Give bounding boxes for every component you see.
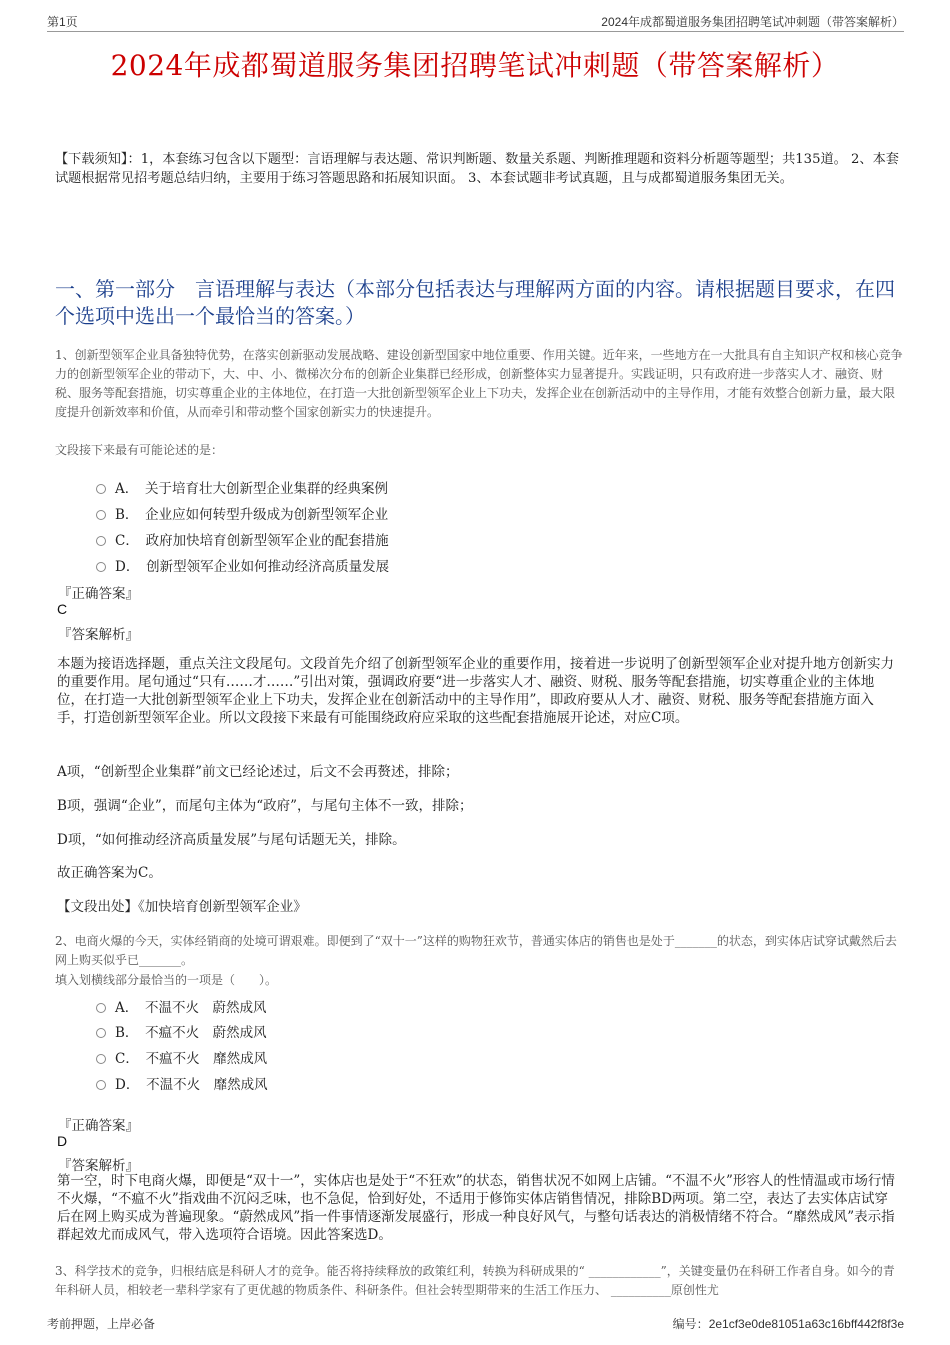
q1-analysis-label: 『答案解析』 [58,627,139,643]
q1-source: 【文段出处】《加快培育创新型领军企业》 [57,899,307,915]
radio-icon[interactable] [96,562,106,572]
radio-icon[interactable] [96,484,106,494]
option-key: B． [115,1025,132,1041]
q1-answer-label: 『正确答案』 [58,586,139,602]
question-2-text: 2、电商火爆的今天，实体经销商的处境可谓艰难。即便到了“双十一”这样的购物狂欢节，普通实体店的销售也是处于_______的状态，到实体店试穿试戴然后去网上购买似乎已_______。 [55,934,897,967]
option-text: 不温不火 蔚然成风 [145,1000,267,1016]
q1-option-b[interactable] [96,503,388,523]
option-key: C． [115,1051,133,1067]
q2-option-d[interactable] [96,1073,268,1093]
option-text: 政府加快培育创新型领军企业的配套措施 [145,533,389,549]
q1-option-d[interactable] [96,555,389,575]
option-text: 关于培育壮大创新型企业集群的经典案例 [145,481,388,497]
page-number: 第1页 [47,15,78,29]
question-1-text: 1、创新型领军企业具备独特优势，在落实创新驱动发展战略、建设创新型国家中地位重要、作用关键。近年来，一些地方在一大批具有自主知识产权和核心竞争力的创新型领军企业的带动下，大、中、小、微梯次分布的创新企业集群已经形成，创新整体实力显著提升。实践证明，只有政府进一步落实人才、融资、财税、服务等配套措施，切实尊重企业的主体地位，在打造一大批创新型领军企业上下功夫，发挥企业在创新活动中的主导作用，才能有效整合创新力量，最大限度提升创新效率和价值，从而牵引和带动整个国家创新实力的快速提升。 [55,348,903,419]
footer-doc-id-code: 2e1cf3e0de81051a63c16bff442f8f3e [708,1317,904,1331]
q2-analysis: 第一空，时下电商火爆，即便是“双十一”，实体店也是处于“不狂欢”的状态，销售状况不如网上店铺。“不温不火”形容人的性情温或市场行情不火爆，“不瘟不火”指戏曲不沉闷乏味，也不急促，恰到好处，不适用于修饰实体店销售情况，排除BD两项。第二空，表达了去实体店试穿后在网上购买成为普遍现象。“蔚然成风”指一件事情逐渐发展盛行，形成一种良好风气，与整句话表达的消极情绪不符合。“靡然成风”表示指群起效尤而成风气，带入选项符合语境。因此答案选D。 [57,1173,895,1243]
q2-option-b[interactable] [96,1021,267,1041]
section-heading: 一、第一部分 言语理解与表达（本部分包括表达与理解两方面的内容。请根据题目要求，在四个选项中选出一个最恰当的答案。） [55,277,895,328]
q2-answer: D [57,1133,68,1149]
q2-option-c[interactable] [96,1047,267,1067]
radio-icon[interactable] [96,1080,106,1090]
q1-answer: C [57,601,68,617]
header-doc-title: 2024年成都蜀道服务集团招聘笔试冲刺题（带答案解析） [601,15,904,29]
option-text: 不瘟不火 靡然成风 [145,1051,268,1067]
q1-analysis-main: 本题为接语选择题，重点关注文段尾句。文段首先介绍了创新型领军企业的重要作用，接着进一步说明了创新型领军企业对提升地方创新实力的重要作用。尾句通过“只有……才……”引出对策，强调政府要“进一步落实人才、融资、财税、服务等配套措施，切实尊重企业的主体地位，在打造一大批创新型领军企业上下功夫，发挥企业在创新活动中的主导作用”，即政府要从人才、融资、财税、服务等配套措施方面入手，打造创新型领军企业。所以文段接下来最有可能围绕政府应采取的这些配套措施展开论述，对应C项。 [57,656,894,726]
q1-analysis-d: D项，“如何推动经济高质量发展”与尾句话题无关，排除。 [57,832,406,848]
option-text: 不温不火 靡然成风 [146,1077,268,1093]
radio-icon[interactable] [96,1003,106,1013]
question-3-text: 3、科学技术的竞争，归根结底是科研人才的竞争。能否将持续释放的政策红利，转换为科研成果的“ ____________”，关键变量仍在科研工作者自身。如今的青年科研人员，相较老一辈科学家有了更优越的物质条件、科研条件。但社会转型期带来的生活工作压力、 __________原创性尤 [55,1264,895,1297]
download-notice: 【下载须知】：1，本套练习包含以下题型：言语理解与表达题、常识判断题、数量关系题、判断推理题和资料分析题等题型；共135道。 2、本套试题根据常见招考题总结归纳，主要用于练习答题思路和拓展知识面。 3、本套试题非考试真题，且与成都蜀道服务集团无关。 [55,152,899,186]
radio-icon[interactable] [96,510,106,520]
q1-analysis-a: A项，“创新型企业集群”前文已经论述过，后文不会再赘述，排除； [57,764,459,780]
footer-doc-id-label: 编号： [672,1317,709,1331]
option-text: 创新型领军企业如何推动经济高质量发展 [146,559,390,575]
radio-icon[interactable] [96,536,106,546]
option-text: 企业应如何转型升级成为创新型领军企业 [145,507,389,523]
footer-slogan: 考前押题，上岸必备 [47,1317,156,1331]
q1-option-a[interactable] [96,477,388,497]
question-2-prompt: 填入划横线部分最恰当的一项是（ ）。 [55,973,278,987]
header-divider [47,31,904,32]
footer-doc-id [673,1315,904,1332]
q2-option-a[interactable] [96,996,267,1016]
page-title: 2024年成都蜀道服务集团招聘笔试冲刺题（带答案解析） [110,49,840,82]
q1-analysis-conclusion: 故正确答案为C。 [57,865,162,881]
option-key: A． [115,1000,132,1016]
option-key: D． [115,559,133,575]
q1-option-c[interactable] [96,529,389,549]
q2-analysis-label: 『答案解析』 [58,1158,139,1174]
option-key: C． [115,533,133,549]
radio-icon[interactable] [96,1054,106,1064]
radio-icon[interactable] [96,1028,106,1038]
q2-answer-label: 『正确答案』 [58,1118,139,1134]
option-key: D． [115,1077,133,1093]
option-key: A． [115,481,132,497]
q1-analysis-b: B项，强调“企业”，而尾句主体为“政府”，与尾句主体不一致，排除； [57,798,473,814]
option-key: B． [115,507,132,523]
question-1-prompt: 文段接下来最有可能论述的是： [55,443,224,457]
option-text: 不瘟不火 蔚然成风 [145,1025,267,1041]
